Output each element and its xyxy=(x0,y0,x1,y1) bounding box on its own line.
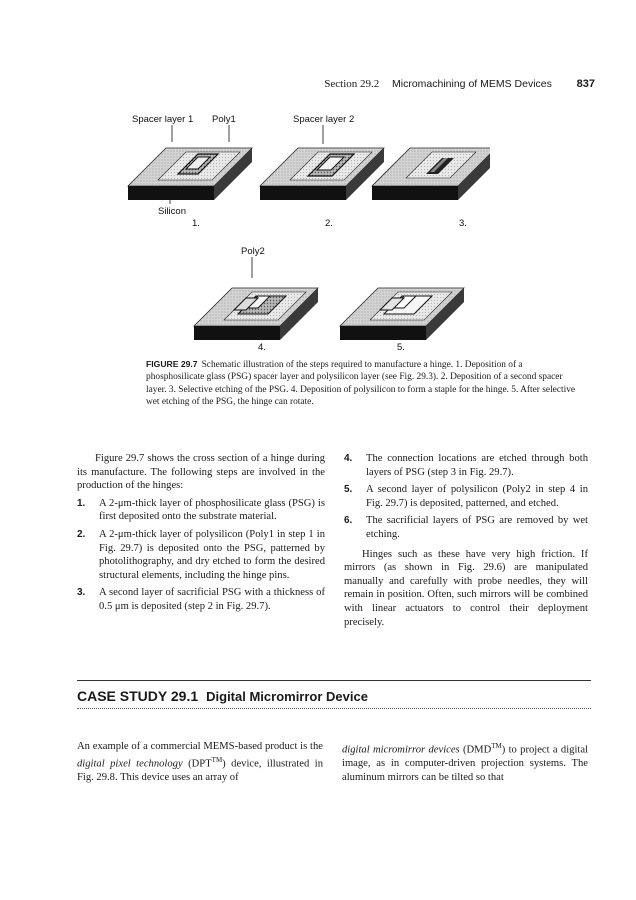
step-label-3: 3. xyxy=(459,218,467,229)
case-study-heading xyxy=(77,685,591,707)
hinge-process-diagram xyxy=(110,98,490,356)
figure-29-7 xyxy=(110,98,490,356)
step-4-block xyxy=(194,288,318,340)
right-column xyxy=(344,452,588,629)
case-study-bottom-rule xyxy=(77,708,591,709)
case-study-title: Digital Micromirror Device xyxy=(206,689,368,704)
step-label-2: 2. xyxy=(325,218,333,229)
caption-text: Schematic illustration of the steps required to manufacture a hinge. 1. Deposition of a phosphosilicate glass (PSG) spacer layer and polysilicon layer (see Fig. 29.3). 2. Deposition of a second spacer layer. 3. Selective etching of the PSG. 4. Deposition of polysilicon to form a staple for the hinge. 5. After selective wet etching of the PSG, the hinge can rotate. xyxy=(146,360,576,408)
figure-caption xyxy=(146,358,576,409)
list-item: 5. A second layer of polysilicon (Poly2 in step 4 in Fig. 29.7) is deposited, patterned, and etched. xyxy=(344,484,588,509)
case-study-top-rule xyxy=(77,680,591,681)
label-poly2: Poly2 xyxy=(241,246,265,257)
intro-paragraph: Figure 29.7 shows the cross section of a hinge during its manufacture. The following steps are involved in the production of the hinges: xyxy=(77,453,325,492)
list-item: 3. A second layer of sacrificial PSG with a thickness of 0.5 μm is deposited (step 2 in Fig. 29.7). xyxy=(77,587,325,612)
list-item: 1. A 2-μm-thick layer of phosphosilicate glass (PSG) is first deposited onto the substrate material. xyxy=(77,497,325,523)
list-item: 2. A 2-μm-thick layer of polysilicon (Poly1 in step 1 in Fig. 29.7) is deposited onto the PSG, patterned by photolithography, and dry etched to form the desired structural elements, including the hinge pins. xyxy=(77,528,325,581)
step-label-1: 1. xyxy=(192,218,200,229)
case-study-paragraph-right: digital micromirror devices (DMD™) to project a digital image, as in computer-driven projection systems. The aluminum mirrors can be tilted so that xyxy=(342,742,588,783)
running-header xyxy=(280,78,595,90)
case-study-label: CASE STUDY 29.1 xyxy=(77,688,199,704)
step-2-block xyxy=(260,148,384,200)
step-3-block xyxy=(372,148,490,200)
step-5-block xyxy=(340,288,464,340)
page-number: 837 xyxy=(576,78,595,90)
case-study-right-column xyxy=(342,740,588,784)
step-label-5: 5. xyxy=(397,342,405,353)
case-study-left-column xyxy=(77,740,323,784)
label-spacer-layer-2: Spacer layer 2 xyxy=(293,114,355,125)
case-study-paragraph-left: An example of a commercial MEMS-based product is the digital pixel technology (DPT™) device, illustrated in Fig. 29.8. This device uses an array of xyxy=(77,741,323,783)
label-poly1: Poly1 xyxy=(212,114,236,125)
label-spacer-layer-1: Spacer layer 1 xyxy=(132,114,194,125)
label-silicon: Silicon xyxy=(158,206,186,217)
step-1-block xyxy=(128,148,252,200)
step-label-4: 4. xyxy=(258,342,266,353)
list-item: 6. The sacrificial layers of PSG are removed by wet etching. xyxy=(344,515,588,540)
figure-label: FIGURE 29.7 xyxy=(146,359,198,369)
hinge-friction-paragraph: Hinges such as these have very high friction. If mirrors (as shown in Fig. 29.6) are manipulated manually and carefully with probe needles, they will remain in position. Often, such mirrors will be combined with linear actuators to control their deployment precisely. xyxy=(344,548,588,628)
section-number: Section 29.2 xyxy=(324,78,380,90)
left-column xyxy=(77,452,325,614)
list-item: 4. The connection locations are etched through both layers of PSG (step 3 in Fig. 29.7). xyxy=(344,453,588,478)
section-title: Micromachining of MEMS Devices xyxy=(392,78,552,90)
